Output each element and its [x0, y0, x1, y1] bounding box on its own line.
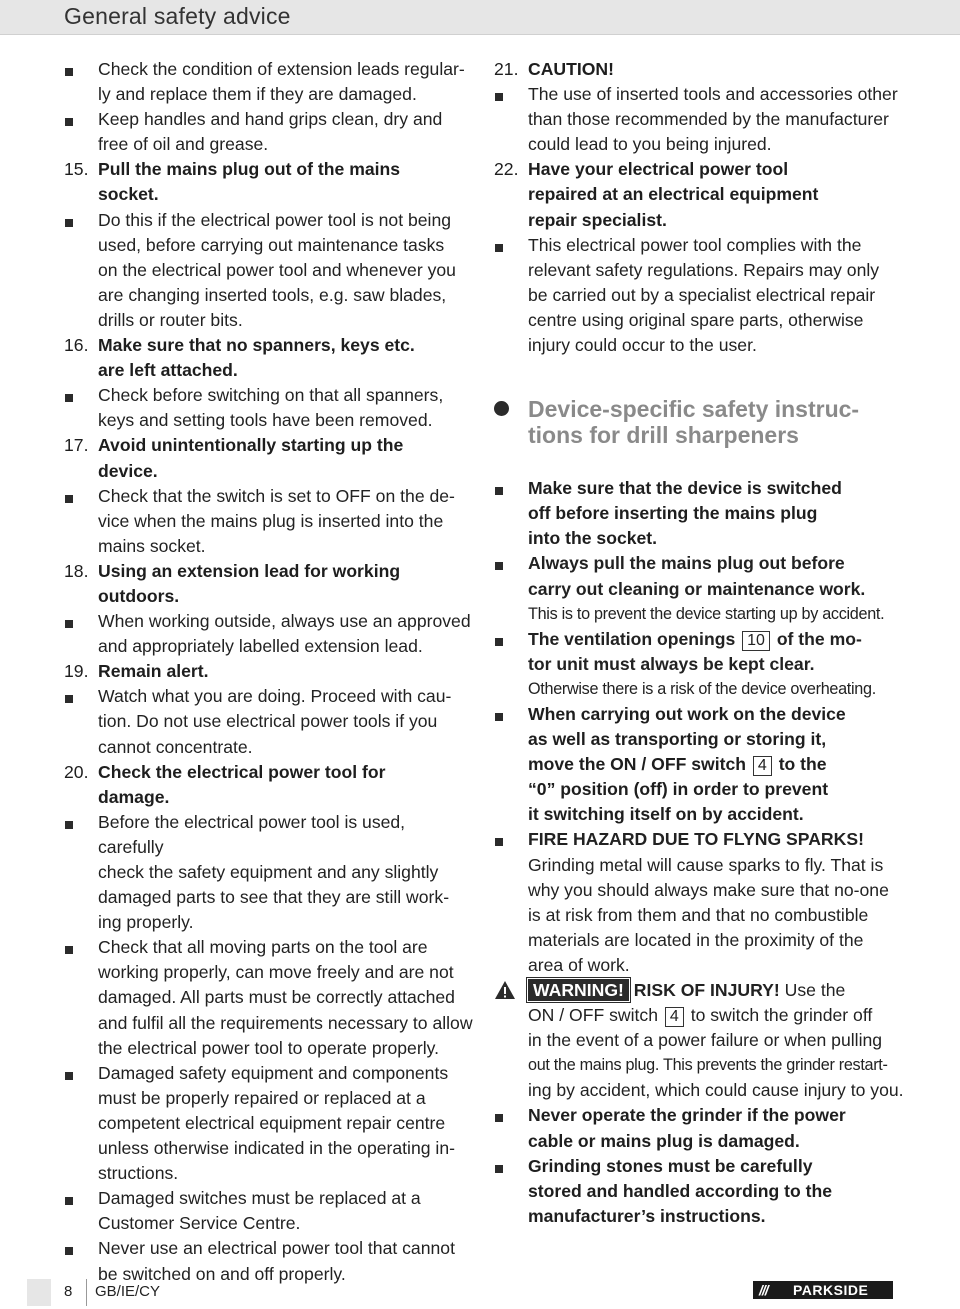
bullet-watch-what-you-do: Watch what you are doing. Proceed with cau- tion. Do not use electrical power tools if you cannot concentrate.: [64, 684, 474, 759]
footer-marker: [27, 1279, 51, 1306]
language-code: GB/IE/CY: [95, 1283, 161, 1300]
heading-16: 16. Make sure that no spanners, keys etc. are left attached.: [64, 335, 415, 381]
bullet-damaged-switches: Damaged switches must be replaced at a Customer Service Centre.: [64, 1186, 474, 1236]
bullet-repairs: This electrical power tool complies with the relevant safety regulations. Repairs may only be carried out by a specialist electrical repair centre using original spare parts, otherwise injury could occur to the user.: [494, 233, 904, 358]
footer-divider: [86, 1279, 87, 1306]
ref-number-4: 4: [753, 756, 772, 776]
warning-risk-of-injury: WARNING! RISK OF INJURY! Use the ON / OFF switch 4 to switch the grinder off in the event of a power failure or when pulling out the mains plug. This prevents the grinder restart- ing by accident, which could cause injury to you.: [494, 978, 904, 1103]
heading-15: 15. Pull the mains plug out of the mains socket.: [64, 159, 401, 205]
section-heading-device-specific: Device-specific safety instruc- tions for drill sharpeners: [494, 396, 904, 448]
bullet-spanners-removed: Check before switching on that all spanners, keys and setting tools have been removed.: [64, 383, 474, 433]
bullet-switch-to-zero: When carrying out work on the device as well as transporting or storing it, move the ON / OFF switch 4 to the “0” position (off) in order to prevent it switching itself on by accident.: [494, 702, 904, 827]
bullet-pull-plug-cleaning: Always pull the mains plug out before carry out cleaning or maintenance work. This is to prevent the device starting up by accident.: [494, 551, 904, 626]
bullet-never-use-faulty-switch: Never use an electrical power tool that cannot be switched on and off properly.: [64, 1236, 474, 1286]
bullet-switch-off-before-plug: Make sure that the device is switched off before inserting the mains plug into the socket.: [494, 476, 904, 551]
right-column: [494, 57, 904, 1229]
page-number: 8: [64, 1283, 73, 1300]
page-header: [0, 0, 960, 35]
warning-triangle-icon: [494, 980, 516, 1000]
bullet-handles-clean: Keep handles and hand grips clean, dry and free of oil and grease.: [64, 107, 474, 157]
warning-badge: WARNING!: [528, 979, 629, 1001]
heading-17: 17. Avoid unintentionally starting up the device.: [64, 435, 404, 481]
heading-22: 22. Have your electrical power tool repaired at an electrical equipment repair specialist.: [494, 159, 819, 230]
page-title: General safety advice: [64, 3, 291, 29]
heading-18: 18. Using an extension lead for working outdoors.: [64, 560, 401, 606]
page-footer: [0, 1276, 960, 1309]
bullet-fire-hazard: FIRE HAZARD DUE TO FLYNG SPARKS! Grinding metal will cause sparks to fly. That is why you should always make sure that no-one is at risk from them and that no combustible materials are located in the proximity of the area of work.: [494, 827, 904, 978]
section-bullet-icon: [494, 401, 509, 416]
parkside-logo: /// PARKSIDE: [753, 1281, 893, 1299]
bullet-inserted-tools: The use of inserted tools and accessories other than those recommended by the manufacturer could lead to you being injured.: [494, 82, 904, 157]
heading-21: 21. CAUTION!: [494, 59, 615, 79]
bullet-check-safety-equipment: Before the electrical power tool is used, carefully check the safety equipment and any slightly damaged parts to see that they are still work- ing properly.: [64, 810, 474, 935]
bullet-ventilation-openings: The ventilation openings 10 of the mo- tor unit must always be kept clear. Otherwise there is a risk of the device overheating.: [494, 627, 904, 702]
ref-number-4: 4: [665, 1007, 684, 1027]
heading-20: 20. Check the electrical power tool for damage.: [64, 761, 386, 807]
bullet-damaged-cable: Never operate the grinder if the power cable or mains plug is damaged.: [494, 1103, 904, 1153]
ref-number-10: 10: [742, 631, 770, 651]
left-column: [64, 57, 474, 1287]
bullet-extension-leads: Check the condition of extension leads regular- ly and replace them if they are damaged.: [64, 57, 474, 107]
bullet-unplug-when-unused: Do this if the electrical power tool is not being used, before carrying out maintenance tasks on the electrical power tool and whenever you are changing inserted tools, e.g. saw blades, drills or router bits.: [64, 208, 474, 333]
bullet-damaged-equipment: Damaged safety equipment and components must be properly repaired or replaced at a competent electrical equipment repair centre unless otherwise indicated in the operating in- structions.: [64, 1061, 474, 1186]
bullet-outdoor-lead: When working outside, always use an approved and appropriately labelled extension lead.: [64, 609, 474, 659]
bullet-switch-off: Check that the switch is set to OFF on the de- vice when the mains plug is inserted into the mains socket.: [64, 484, 474, 559]
heading-19: 19. Remain alert.: [64, 661, 209, 682]
bullet-moving-parts: Check that all moving parts on the tool are working properly, can move freely and are not damaged. All parts must be correctly attached and fulfil all the requirements necessary to allow the electrical power tool to operate properly.: [64, 935, 474, 1060]
bullet-grinding-stones: Grinding stones must be carefully stored and handled according to the manufacturer’s instructions.: [494, 1154, 904, 1229]
